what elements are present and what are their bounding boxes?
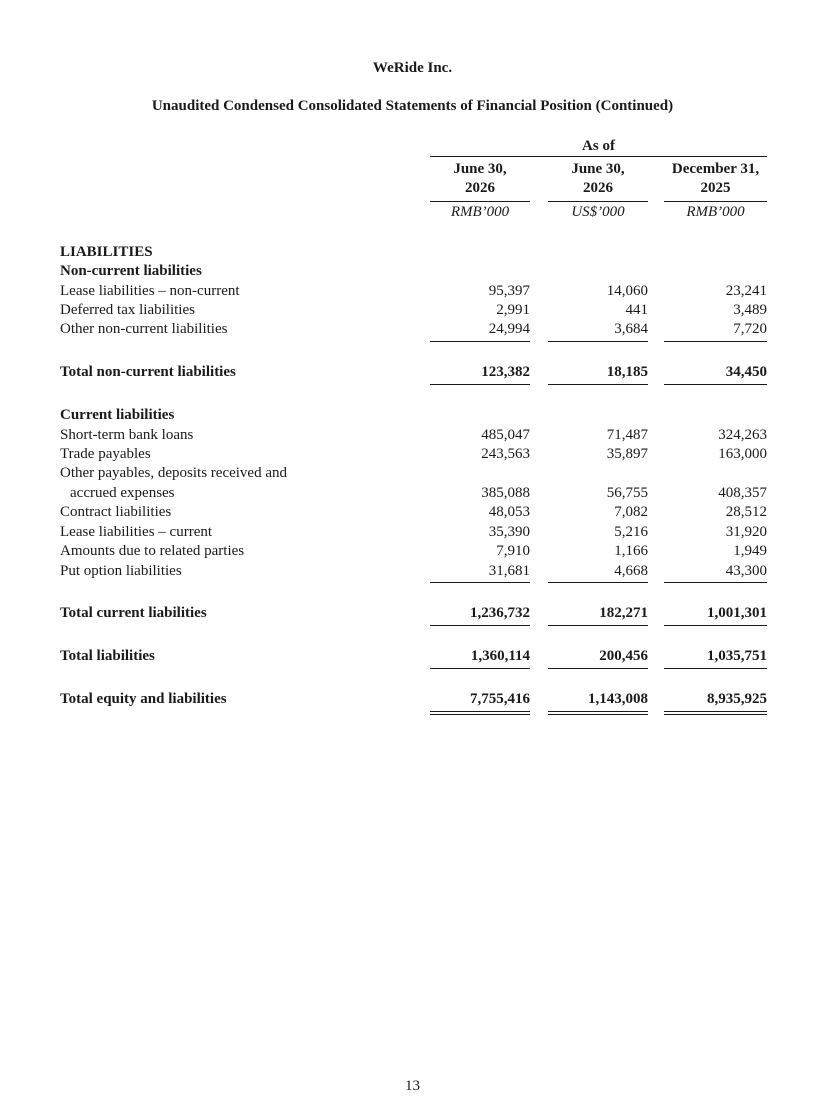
row-value-col3: 324,263	[718, 427, 767, 443]
row-value-col1: 35,390	[488, 524, 530, 540]
total-rule	[430, 668, 530, 669]
row-value-col1: 1,360,114	[470, 648, 530, 664]
row-label-continued: accrued expenses	[70, 485, 175, 501]
subtotal-rule	[664, 582, 767, 583]
column-header-1-line1: June 30,	[453, 161, 507, 177]
row-value-col1: 243,563	[481, 446, 530, 462]
total-equity-liabilities-row	[0, 690, 825, 709]
row-label: Short-term bank loans	[60, 427, 194, 443]
row-value-col1: 31,681	[488, 563, 530, 579]
total-rule	[664, 668, 767, 669]
row-value-col1: 485,047	[481, 427, 530, 443]
column-header-3	[664, 160, 767, 198]
row-value-col1: 95,397	[488, 283, 530, 299]
row-value-col1: 123,382	[481, 364, 530, 380]
section-heading-label: Current liabilities	[60, 407, 175, 423]
page-number: 13	[405, 1078, 420, 1094]
row-label: Lease liabilities – current	[60, 524, 213, 540]
table-row	[0, 464, 825, 483]
row-label: Put option liabilities	[60, 563, 182, 579]
row-value-col1: 385,088	[481, 485, 530, 501]
row-value-col1: 2,991	[496, 302, 530, 318]
row-value-col1: 7,755,416	[470, 691, 530, 707]
row-value-col3: 3,489	[733, 302, 767, 318]
row-value-col3: 28,512	[725, 504, 767, 520]
row-value-col2: 182,271	[599, 605, 648, 621]
section-heading-liabilities	[0, 243, 825, 262]
column-header-3-line2: 2025	[700, 180, 731, 196]
total-current-row	[0, 604, 825, 623]
table-row	[0, 542, 825, 561]
row-value-col3: 163,000	[718, 446, 767, 462]
row-label: Total liabilities	[60, 648, 155, 664]
table-row-continued	[0, 484, 825, 503]
row-value-col2: 441	[625, 302, 648, 318]
row-value-col3: 1,949	[733, 543, 767, 559]
double-rule	[430, 711, 530, 715]
row-value-col3: 1,001,301	[707, 605, 767, 621]
row-value-col3: 31,920	[725, 524, 767, 540]
column-header-1-line2: 2026	[465, 180, 495, 196]
as-of-underline	[430, 156, 767, 157]
column-header-1	[430, 160, 530, 198]
column-header-2-rule	[548, 201, 648, 202]
row-value-col2: 56,755	[606, 485, 648, 501]
row-label: Lease liabilities – non-current	[60, 283, 240, 299]
statement-title: Unaudited Condensed Consolidated Statements of Financial Position (Continued)	[151, 98, 674, 114]
row-value-col3: 8,935,925	[707, 691, 767, 707]
double-rule	[664, 711, 767, 715]
company-name: WeRide Inc.	[372, 60, 453, 76]
row-value-col2: 35,897	[606, 446, 648, 462]
table-row	[0, 282, 825, 301]
total-rule	[430, 384, 530, 385]
row-label: Other payables, deposits received and	[60, 465, 287, 481]
row-value-col1: 24,994	[488, 321, 530, 337]
total-non-current-row	[0, 363, 825, 382]
section-heading-non-current	[0, 262, 825, 281]
subtotal-rule	[430, 582, 530, 583]
row-value-col3: 23,241	[725, 283, 767, 299]
row-value-col2: 14,060	[606, 283, 648, 299]
section-heading-label: Non-current liabilities	[60, 263, 202, 279]
table-row	[0, 426, 825, 445]
column-unit-2: US$’000	[571, 204, 625, 220]
column-header-1-rule	[430, 201, 530, 202]
row-value-col3: 43,300	[725, 563, 767, 579]
row-label: Contract liabilities	[60, 504, 172, 520]
table-row	[0, 445, 825, 464]
subtotal-rule	[430, 341, 530, 342]
column-unit-1: RMB’000	[450, 204, 510, 220]
total-rule	[664, 625, 767, 626]
row-value-col1: 1,236,732	[470, 605, 530, 621]
total-rule	[548, 668, 648, 669]
total-liabilities-row	[0, 647, 825, 666]
row-label: Amounts due to related parties	[60, 543, 245, 559]
row-value-col3: 7,720	[733, 321, 767, 337]
total-rule	[430, 625, 530, 626]
row-value-col3: 34,450	[725, 364, 767, 380]
row-value-col2: 5,216	[614, 524, 648, 540]
double-rule	[548, 711, 648, 715]
row-value-col2: 18,185	[606, 364, 648, 380]
as-of-header: As of	[582, 138, 615, 154]
row-value-col2: 1,143,008	[588, 691, 648, 707]
column-header-2-line1: June 30,	[571, 161, 625, 177]
row-value-col2: 4,668	[614, 563, 648, 579]
total-rule	[548, 625, 648, 626]
row-value-col3: 408,357	[718, 485, 767, 501]
row-label: Total non-current liabilities	[60, 364, 236, 380]
subtotal-rule	[548, 582, 648, 583]
column-header-2	[548, 160, 648, 198]
row-label: Total equity and liabilities	[60, 691, 227, 707]
section-heading-current	[0, 406, 825, 425]
table-row	[0, 320, 825, 339]
subtotal-rule	[548, 341, 648, 342]
total-rule	[664, 384, 767, 385]
row-value-col1: 48,053	[488, 504, 530, 520]
column-header-3-line1: December 31,	[671, 161, 760, 177]
row-value-col2: 1,166	[614, 543, 648, 559]
row-label: Other non-current liabilities	[60, 321, 228, 337]
row-label: Deferred tax liabilities	[60, 302, 195, 318]
section-heading-label: LIABILITIES	[60, 244, 153, 260]
column-header-3-rule	[664, 201, 767, 202]
row-label: Trade payables	[60, 446, 151, 462]
table-row	[0, 503, 825, 522]
total-rule	[548, 384, 648, 385]
row-value-col2: 200,456	[599, 648, 648, 664]
row-value-col1: 7,910	[496, 543, 530, 559]
column-header-2-line2: 2026	[583, 180, 613, 196]
subtotal-rule	[664, 341, 767, 342]
table-row	[0, 523, 825, 542]
table-row	[0, 562, 825, 581]
row-value-col2: 7,082	[614, 504, 648, 520]
column-unit-3: RMB’000	[686, 204, 745, 220]
row-value-col2: 71,487	[606, 427, 648, 443]
row-label: Total current liabilities	[60, 605, 207, 621]
table-row	[0, 301, 825, 320]
row-value-col2: 3,684	[614, 321, 648, 337]
row-value-col3: 1,035,751	[707, 648, 767, 664]
